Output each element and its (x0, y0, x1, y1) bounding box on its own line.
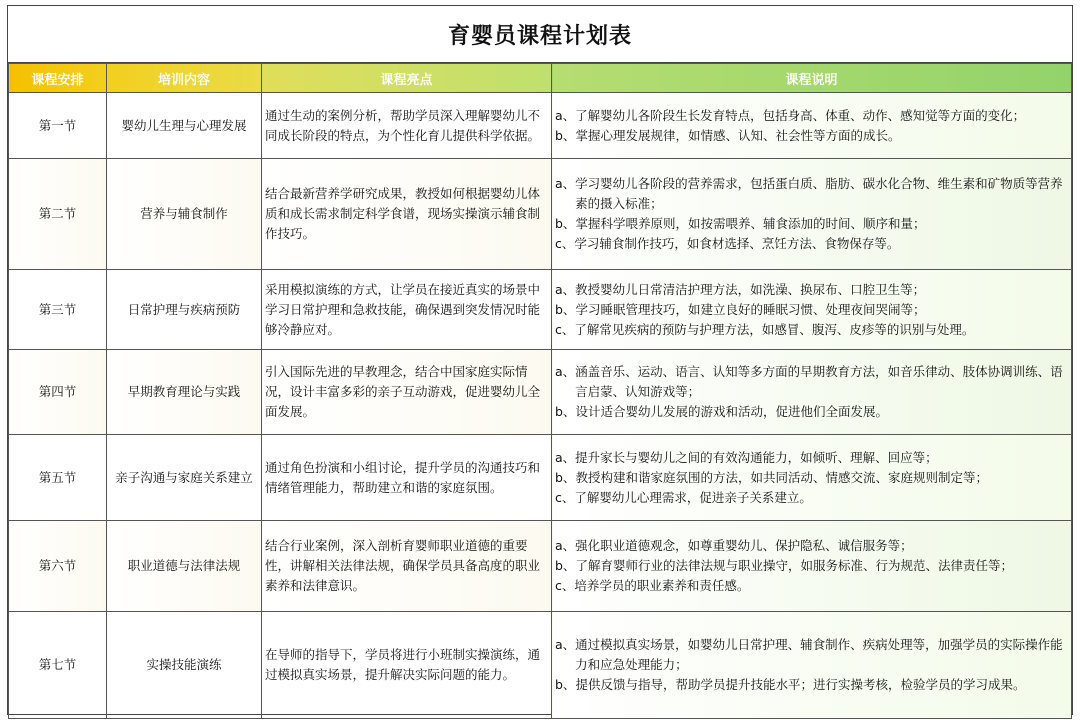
table-row (9, 93, 1072, 159)
item-text: 强化职业道德观念，如尊重婴幼儿、保护隐私、诚信服务等； (575, 538, 913, 553)
item-text: 了解常见疾病的预防与护理方法，如感冒、腹泻、皮疹等的识别与处理。 (574, 321, 975, 337)
header-schedule: 课程安排 (9, 64, 107, 93)
highlight-cell: 结合最新营养学研究成果，教授如何根据婴幼儿体质和成长需求制定科学食谱，现场实操演示辅食制作技巧。 (262, 159, 552, 270)
topic-cell: 亲子沟通与家庭关系建立 (107, 435, 262, 521)
item-text: 提升家长与婴幼儿之间的有效沟通能力，如倾听、理解、回应等； (575, 449, 938, 465)
item-label: a、 (555, 281, 576, 297)
item-text: 掌握科学喂养原则，如按需喂养、辅食添加的时间、顺序和量； (575, 216, 926, 231)
item-label: a、 (555, 364, 576, 379)
description-item (555, 214, 1068, 234)
item-text: 了解育婴师行业的法律法规与职业操守，如服务标准、行为规范、法律责任等； (575, 558, 1013, 573)
item-text: 教授构建和谐家庭氛围的方法，如共同活动、情感交流、家庭规则制定等； (575, 469, 988, 485)
highlight-cell: 通过角色扮演和小组讨论，提升学员的沟通技巧和情绪管理能力，帮助建立和谐的家庭氛围。 (262, 435, 552, 521)
topic-cell: 营养与辅食制作 (107, 159, 262, 270)
course-plan-sheet (7, 5, 1073, 715)
highlight-cell: 通过生动的案例分析，帮助学员深入理解婴幼儿不同成长阶段的特点，为个性化育儿提供科学依据。 (262, 93, 552, 159)
table-row (9, 435, 1072, 521)
table-row (9, 270, 1072, 350)
description-item (555, 576, 1068, 596)
topic-cell: 实操技能演练 (107, 612, 262, 719)
item-label: a、 (555, 637, 576, 652)
item-label: a、 (555, 107, 576, 123)
item-text: 培养学员的职业素养和责任感。 (574, 578, 750, 593)
header-highlight: 课程亮点 (262, 64, 552, 93)
section-cell: 第五节 (9, 435, 107, 521)
page-title: 育婴员课程计划表 (8, 6, 1072, 63)
description-item (555, 174, 1068, 214)
item-text: 了解婴幼儿各阶段生长发育特点，包括身高、体重、动作、感知觉等方面的变化； (575, 107, 1026, 123)
item-label: c、 (555, 578, 575, 593)
item-text: 通过模拟真实场景，如婴幼儿日常护理、辅食制作、疾病处理等，加强学员的实际操作能力和应急处理能力； (575, 637, 1063, 672)
description-cell (552, 612, 1072, 719)
topic-cell: 职业道德与法律法规 (107, 521, 262, 612)
description-cell (552, 521, 1072, 612)
item-label: b、 (555, 469, 576, 485)
topic-cell: 早期教育理论与实践 (107, 350, 262, 435)
section-cell: 第四节 (9, 350, 107, 435)
course-table (8, 63, 1072, 719)
item-label: b、 (555, 558, 576, 573)
description-item (555, 320, 1068, 340)
item-label: b、 (555, 127, 576, 143)
description-item (555, 448, 1068, 468)
description-item (555, 362, 1068, 402)
description-cell (552, 159, 1072, 270)
highlight-cell: 采用模拟演练的方式，让学员在接近真实的场景中学习日常护理和急救技能，确保遇到突发情况时能够冷静应对。 (262, 270, 552, 350)
description-cell (552, 350, 1072, 435)
table-row (9, 521, 1072, 612)
description-item (555, 488, 1068, 508)
description-item (555, 556, 1068, 576)
description-item (555, 280, 1068, 300)
item-text: 学习辅食制作技巧，如食材选择、烹饪方法、食物保存等。 (574, 236, 900, 251)
item-text: 设计适合婴幼儿发展的游戏和活动，促进他们全面发展。 (575, 404, 888, 419)
highlight-cell: 在导师的指导下，学员将进行小班制实操演练，通过模拟真实场景，提升解决实际问题的能力。 (262, 612, 552, 719)
item-label: b、 (555, 677, 576, 692)
highlight-cell: 引入国际先进的早教理念，结合中国家庭实际情况，设计丰富多彩的亲子互动游戏，促进婴幼儿全面发展。 (262, 350, 552, 435)
description-item (555, 106, 1068, 126)
item-text: 涵盖音乐、运动、语言、认知等多方面的早期教育方法，如音乐律动、肢体协调训练、语言启蒙、认知游戏等； (575, 364, 1063, 399)
description-item (555, 635, 1068, 675)
description-item (555, 234, 1068, 254)
header-description: 课程说明 (552, 64, 1072, 93)
item-text: 掌握心理发展规律，如情感、认知、社会性等方面的成长。 (575, 127, 901, 143)
item-text: 提供反馈与指导，帮助学员提升技能水平；进行实操考核，检验学员的学习成果。 (575, 677, 1026, 692)
section-cell: 第六节 (9, 521, 107, 612)
description-item (555, 468, 1068, 488)
section-cell: 第一节 (9, 93, 107, 159)
description-cell (552, 435, 1072, 521)
description-item (555, 675, 1068, 695)
item-label: a、 (555, 538, 576, 553)
section-cell: 第七节 (9, 612, 107, 719)
table-row (9, 159, 1072, 270)
description-cell (552, 93, 1072, 159)
item-label: b、 (555, 216, 576, 231)
header-content: 培训内容 (107, 64, 262, 93)
highlight-cell: 结合行业案例，深入剖析育婴师职业道德的重要性，讲解相关法律法规，确保学员具备高度的职业素养和法律意识。 (262, 521, 552, 612)
description-item (555, 536, 1068, 556)
description-item (555, 402, 1068, 422)
section-cell: 第二节 (9, 159, 107, 270)
table-row (9, 350, 1072, 435)
item-label: c、 (555, 489, 575, 505)
description-cell (552, 270, 1072, 350)
item-text: 教授婴幼儿日常清洁护理方法，如洗澡、换尿布、口腔卫生等； (575, 281, 926, 297)
header-row (9, 64, 1072, 93)
item-label: a、 (555, 176, 576, 191)
topic-cell: 日常护理与疾病预防 (107, 270, 262, 350)
item-text: 了解婴幼儿心理需求，促进亲子关系建立。 (574, 489, 812, 505)
description-item (555, 300, 1068, 320)
item-text: 学习睡眠管理技巧，如建立良好的睡眠习惯、处理夜间哭闹等； (575, 301, 926, 317)
topic-cell: 婴幼儿生理与心理发展 (107, 93, 262, 159)
item-label: b、 (555, 404, 576, 419)
item-label: a、 (555, 449, 576, 465)
item-label: c、 (555, 321, 575, 337)
item-label: b、 (555, 301, 576, 317)
description-item (555, 126, 1068, 146)
section-cell: 第三节 (9, 270, 107, 350)
item-label: c、 (555, 236, 575, 251)
item-text: 学习婴幼儿各阶段的营养需求，包括蛋白质、脂肪、碳水化合物、维生素和矿物质等营养素的摄入标准； (575, 176, 1063, 211)
table-row (9, 612, 1072, 719)
